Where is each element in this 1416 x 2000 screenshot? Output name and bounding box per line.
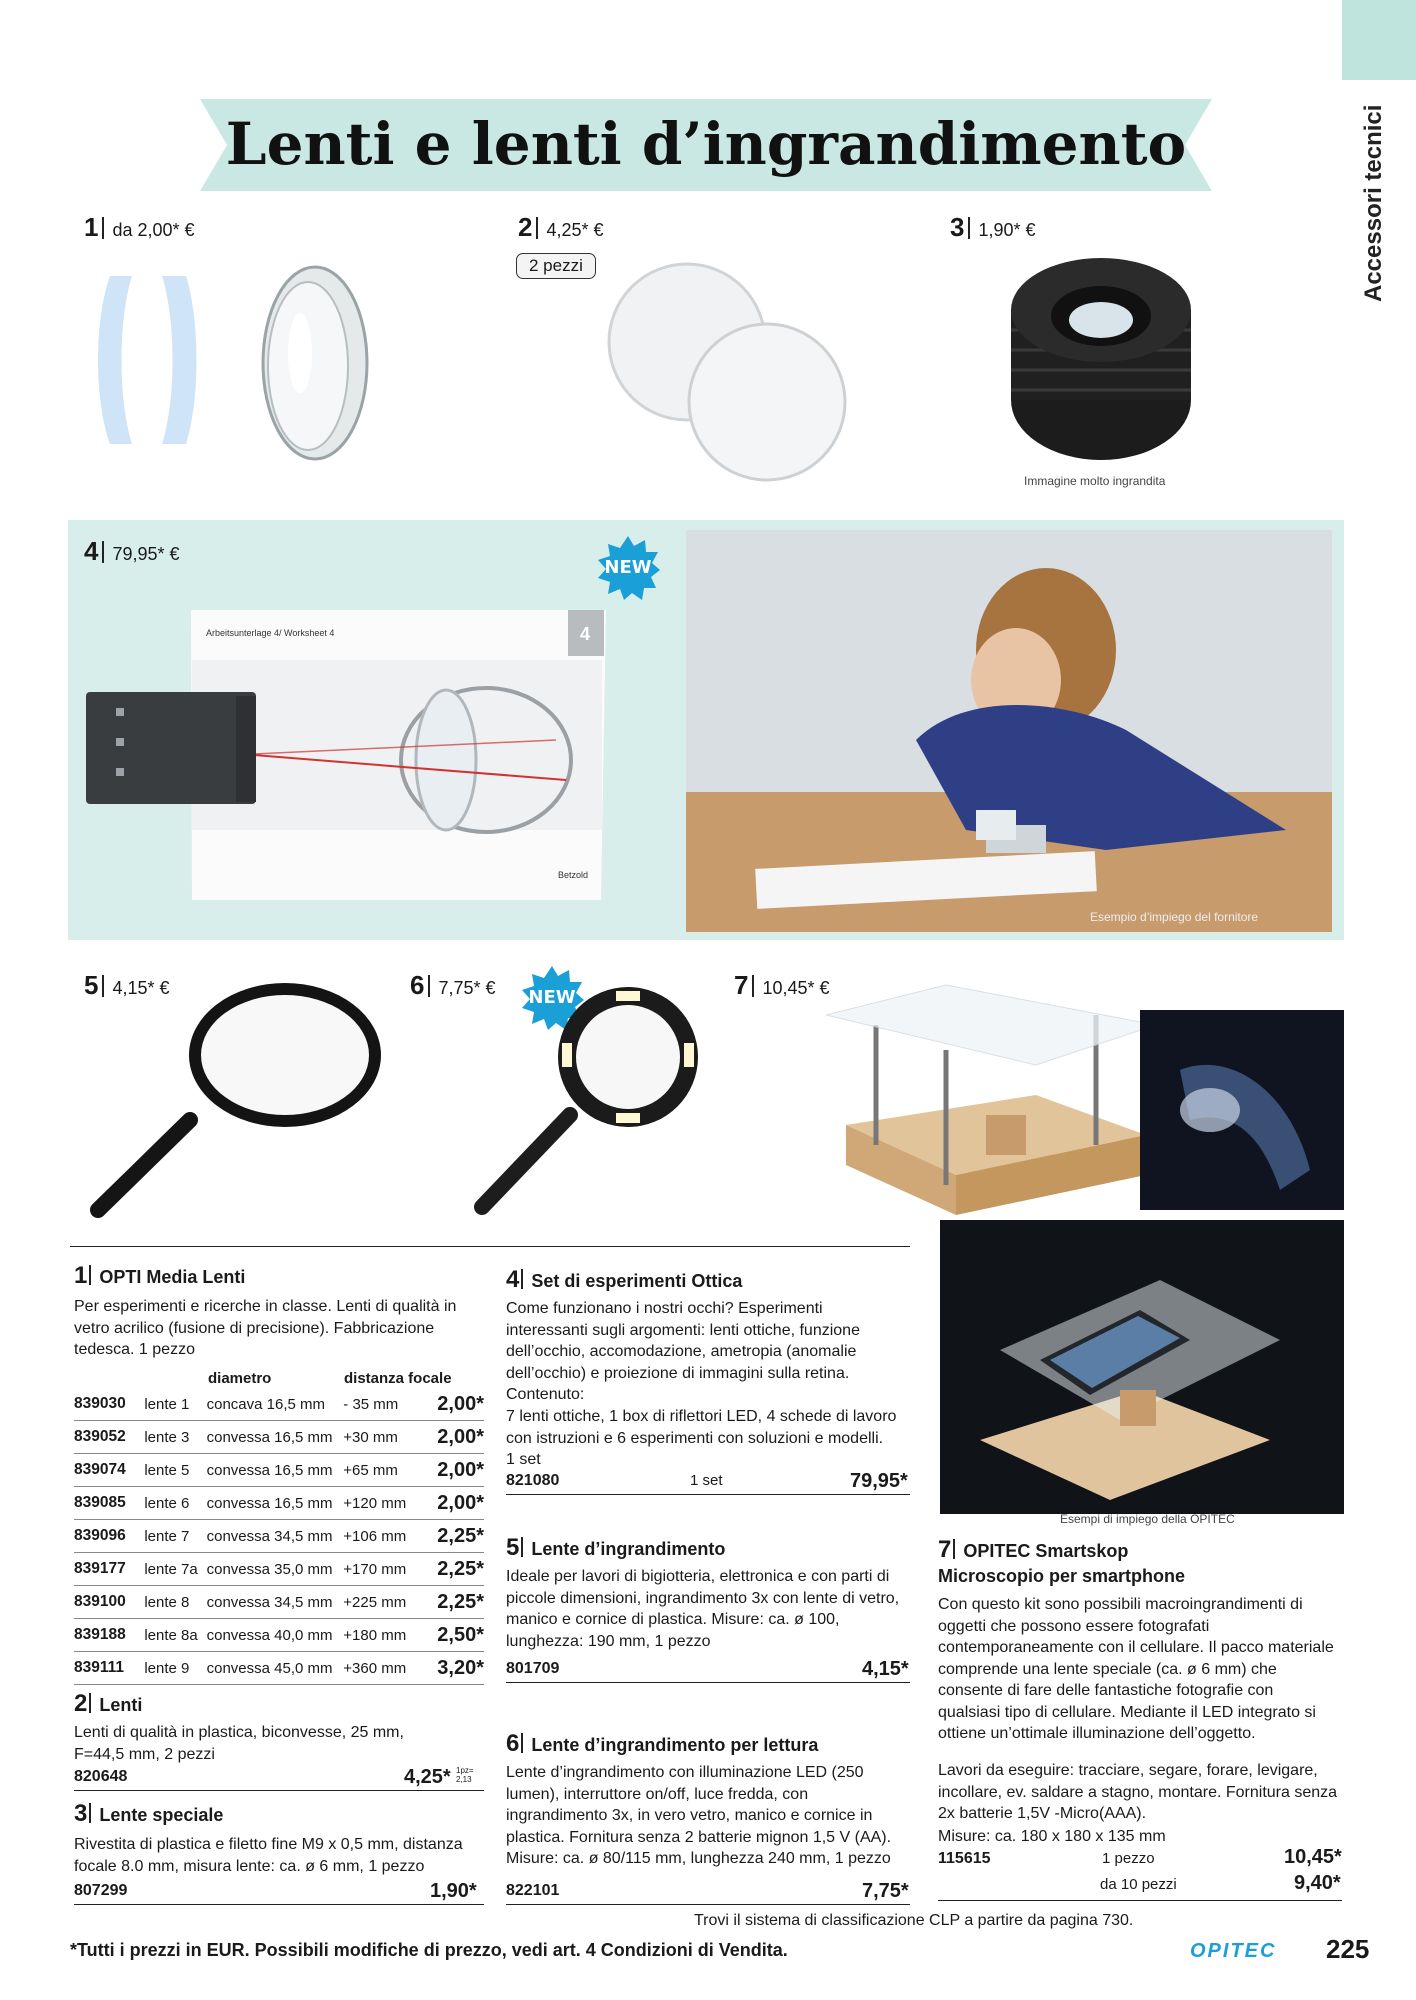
- item-7-work: Lavori da eseguire: tracciare, segare, forare, levigare, incollare, ev. saldare a stagno, montare. Fornitura senza 2x batterie 1,5V -Micro(AAA).: [938, 1762, 1338, 1822]
- item-7-price-1: 10,45*: [1284, 1846, 1342, 1868]
- lens-diameter: convessa 16,5 mm: [207, 1487, 344, 1520]
- lens-focal: +360 mm: [343, 1652, 423, 1685]
- lens-price: 2,00*: [424, 1487, 484, 1520]
- product-2-label: 2 4,25* €: [518, 212, 604, 242]
- lens-code: 839100: [74, 1586, 144, 1619]
- clp-note: Trovi il sistema di classificazione CLP a partire da pagina 730.: [694, 1912, 1134, 1929]
- microscope-sample-photo: [1140, 1010, 1344, 1210]
- item-7-price-2: 9,40*: [1294, 1872, 1341, 1894]
- caption-supplier-example: Esempio d’impiego del fornitore: [1090, 910, 1259, 924]
- item-2-description: Lenti di qualità in plastica, biconvesse, 25 mm, F=44,5 mm, 2 pezzi: [74, 1724, 404, 1763]
- item-7-description: Con questo kit sono possibili macroingrandimenti di oggetti che possono essere fotografati contemporaneamente con il cellulare. Il pacco materiale comprende una lente speciale (ca. ø 6 mm) che consente di fare delle fantastiche fotografie con qualsiasi tipo di cellulare. Mediante il LED integrato si ottiene un’ottimale illuminazione dell’oggetto.: [938, 1596, 1334, 1742]
- table-row: [74, 1619, 484, 1652]
- lens-focal: +170 mm: [343, 1553, 423, 1586]
- item-2-code: 820648: [74, 1768, 128, 1785]
- lens-name: lente 3: [144, 1421, 206, 1454]
- lens-price: 2,00*: [424, 1388, 484, 1421]
- worksheet-title: Arbeitsunterlage 4/ Worksheet 4: [206, 628, 335, 638]
- lens-name: lente 6: [144, 1487, 206, 1520]
- item-5-code: 801709: [506, 1660, 560, 1677]
- lens-code: 839188: [74, 1619, 144, 1652]
- product-7-label: 7 10,45* €: [734, 970, 830, 1000]
- side-section-label: [1352, 90, 1402, 320]
- lens-code: 839030: [74, 1388, 144, 1421]
- divider: [506, 1682, 910, 1683]
- item-4-code: 821080: [506, 1472, 560, 1489]
- divider: [74, 1904, 484, 1905]
- lens-name: lente 5: [144, 1454, 206, 1487]
- item-6-heading: 6 Lente d’ingrandimento per lettura: [506, 1730, 819, 1757]
- item-6-price: 7,75*: [862, 1880, 909, 1902]
- lens-price: 2,00*: [424, 1454, 484, 1487]
- col-header-focal: distanza focale: [344, 1370, 452, 1387]
- item-3-heading: 3 Lente speciale: [74, 1800, 224, 1827]
- lens-focal: +65 mm: [343, 1454, 423, 1487]
- lens-code: 839177: [74, 1553, 144, 1586]
- worksheet-number: 4: [580, 624, 591, 644]
- product-6-label: 6 7,75* €: [410, 970, 496, 1000]
- item-4-contents: 7 lenti ottiche, 1 box di riflettori LED, 4 schede di lavoro con istruzioni e 6 esperimenti con soluzioni e modelli.: [506, 1408, 897, 1447]
- table-row: [74, 1454, 484, 1487]
- item-6-code: 822101: [506, 1882, 560, 1899]
- item-4-heading: 4 Set di esperimenti Ottica: [506, 1266, 743, 1293]
- lens-diameter: convessa 34,5 mm: [207, 1520, 344, 1553]
- item-5-heading: 5 Lente d’ingrandimento: [506, 1534, 726, 1561]
- item-7-heading: 7 OPITEC Smartskop: [938, 1536, 1129, 1563]
- worksheet-brand: Betzold: [558, 870, 589, 880]
- table-row: [74, 1487, 484, 1520]
- lens-code: 839096: [74, 1520, 144, 1553]
- table-row: [74, 1652, 484, 1685]
- lens-focal: +180 mm: [343, 1619, 423, 1652]
- table-row: [74, 1586, 484, 1619]
- lens-name: lente 8a: [144, 1619, 206, 1652]
- lens-price: 2,00*: [424, 1421, 484, 1454]
- lens-code: 839052: [74, 1421, 144, 1454]
- lens-price: 2,25*: [424, 1520, 484, 1553]
- item-6-description: Lente d’ingrandimento con illuminazione LED (250 lumen), interruttore on/off, luce fredda, con ingrandimento 3x, in vero vetro, manico e cornice in plastica. Fornitura senza 2 batterie mignon 1,5 V (AA). Misure: ca. ø 80/115 mm, lunghezza 240 mm, 1 pezzo: [506, 1764, 892, 1867]
- lens-price: 2,25*: [424, 1553, 484, 1586]
- brand-logo: OPITEC: [1190, 1940, 1277, 1962]
- lens-diameter: convessa 40,0 mm: [207, 1619, 344, 1652]
- item-4-unit: 1 set: [690, 1472, 723, 1489]
- special-lens-photo: [1006, 250, 1196, 465]
- divider: [70, 1246, 910, 1247]
- magnifier-photo: [90, 980, 390, 1220]
- lens-price: 2,25*: [424, 1586, 484, 1619]
- product-5-label: 5 4,15* €: [84, 970, 170, 1000]
- table-row: [74, 1388, 484, 1421]
- lens-focal: - 35 mm: [343, 1388, 423, 1421]
- lens-price-table: [74, 1388, 484, 1685]
- col-header-diameter: diametro: [208, 1370, 272, 1387]
- lens-diameter: convessa 45,0 mm: [207, 1652, 344, 1685]
- product-3-label: 3 1,90* €: [950, 212, 1036, 242]
- acrylic-lens-photo: [250, 258, 380, 468]
- item-3-description: Rivestita di plastica e filetto fine M9 x 0,5 mm, distanza focale 8.0 mm, misura lente: ca. ø 6 mm, 1 pezzo: [74, 1836, 463, 1875]
- lens-diameter: convessa 16,5 mm: [207, 1421, 344, 1454]
- side-section-text: Accessori tecnici: [1360, 104, 1387, 302]
- table-row: [74, 1421, 484, 1454]
- item-4-price: 79,95*: [850, 1470, 908, 1492]
- lens-code: 839085: [74, 1487, 144, 1520]
- quantity-badge: 2 pezzi: [516, 253, 596, 279]
- divider: [74, 1790, 484, 1791]
- table-row: [74, 1553, 484, 1586]
- item-7-code: 115615: [938, 1850, 991, 1867]
- item-7-qty-1: 1 pezzo: [1102, 1850, 1155, 1867]
- divider: [506, 1494, 910, 1495]
- lens-focal: +106 mm: [343, 1520, 423, 1553]
- lens-name: lente 7: [144, 1520, 206, 1553]
- side-tab: [1342, 0, 1416, 80]
- item-1-heading: 1 OPTI Media Lenti: [74, 1262, 246, 1289]
- lens-price: 3,20*: [424, 1652, 484, 1685]
- item-7-size: Misure: ca. 180 x 180 x 135 mm: [938, 1828, 1166, 1845]
- lens-diameter: convessa 16,5 mm: [207, 1454, 344, 1487]
- lens-code: 839111: [74, 1652, 144, 1685]
- lens-name: lente 7a: [144, 1553, 206, 1586]
- item-7-subtitle: Microscopio per smartphone: [938, 1566, 1186, 1586]
- product-4-label: 4 79,95* €: [84, 536, 180, 566]
- lens-name: lente 9: [144, 1652, 206, 1685]
- lens-focal: +30 mm: [343, 1421, 423, 1454]
- lens-diameter: convessa 34,5 mm: [207, 1586, 344, 1619]
- child-experiment-photo: [686, 530, 1332, 932]
- divider: [506, 1904, 910, 1905]
- item-1-description: Per esperimenti e ricerche in classe. Lenti di qualità in vetro acrilico (fusione di precisione). Fabbricazione tedesca. 1 pezzo: [74, 1298, 457, 1358]
- page-number: 225: [1326, 1934, 1370, 1964]
- item-4-qty: 1 set: [506, 1451, 541, 1468]
- new-badge: NEW: [596, 536, 660, 600]
- lens-name: lente 8: [144, 1586, 206, 1619]
- lens-focal: +120 mm: [343, 1487, 423, 1520]
- led-magnifier-photo: [470, 985, 720, 1225]
- caption-opitec-example: Esempi di impiego della OPITEC: [1060, 1512, 1235, 1526]
- lens-diameter: convessa 35,0 mm: [207, 1553, 344, 1586]
- item-2-price: 4,25*: [404, 1766, 451, 1788]
- item-4-contents-label: Contenuto:: [506, 1386, 585, 1403]
- lens-focal: +225 mm: [343, 1586, 423, 1619]
- item-4-description: Come funzionano i nostri occhi? Esperimenti interessanti sugli argomenti: lenti ottiche, funzione dell’occhio, accomodazione, ametropia (anomalie dell’occhio) e proiezione di immagini sulla retina.: [506, 1300, 860, 1382]
- caption-magnified: Immagine molto ingrandita: [1024, 474, 1166, 488]
- product-1-label: 1 da 2,00* €: [84, 212, 195, 242]
- smartskop-phone-photo: [940, 1220, 1344, 1514]
- item-2-unit-price: 1pz= 2,13: [456, 1766, 474, 1784]
- item-7-qty-2: da 10 pezzi: [1100, 1876, 1177, 1893]
- lens-diagram-icon: [92, 270, 204, 450]
- item-5-description: Ideale per lavori di bigiotteria, elettronica e con parti di piccole dimensioni, ingrandimento 3x con lente di vetro, manico e cornice di plastica. Misure: ca. ø 100, lunghezza: 190 mm, 1 pezzo: [506, 1568, 900, 1650]
- page-title: Lenti e lenti d’ingrandimento: [225, 110, 1187, 178]
- lens-code: 839074: [74, 1454, 144, 1487]
- item-5-price: 4,15*: [862, 1658, 909, 1680]
- item-2-heading: 2 Lenti: [74, 1690, 143, 1717]
- footer-note: *Tutti i prezzi in EUR. Possibili modifiche di prezzo, vedi art. 4 Condizioni di Vendita.: [70, 1940, 788, 1960]
- new-badge: NEW: [520, 966, 584, 1030]
- item-3-price: 1,90*: [430, 1880, 477, 1902]
- item-3-code: 807299: [74, 1882, 128, 1899]
- lens-name: lente 1: [144, 1388, 206, 1421]
- plastic-lenses-photo: [592, 262, 862, 482]
- table-row: [74, 1520, 484, 1553]
- worksheet-illustration: [86, 610, 606, 900]
- lens-price: 2,50*: [424, 1619, 484, 1652]
- divider: [938, 1900, 1342, 1901]
- lens-diameter: concava 16,5 mm: [207, 1388, 344, 1421]
